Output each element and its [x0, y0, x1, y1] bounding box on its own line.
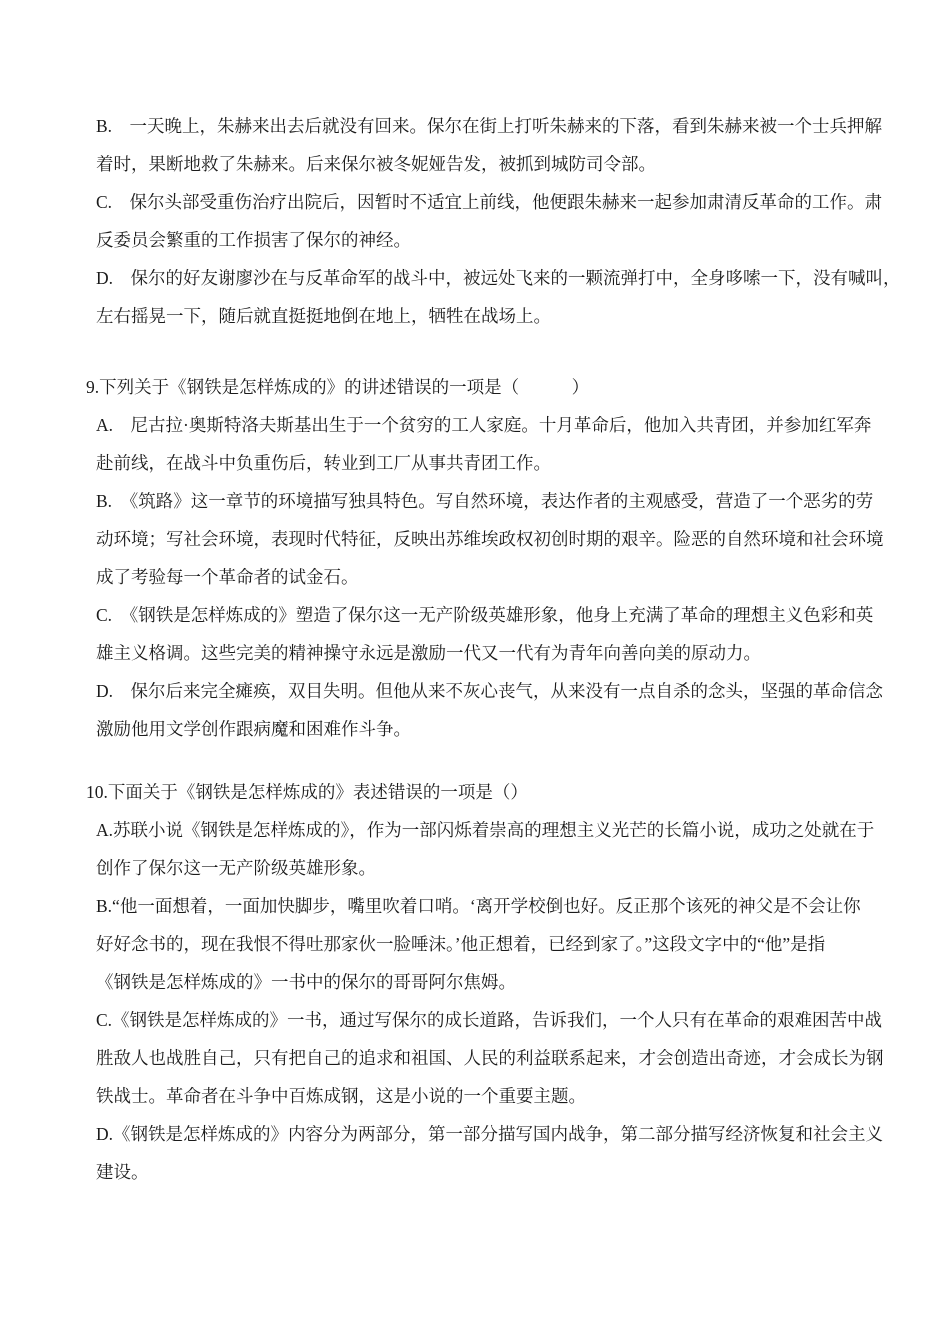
question-8-options-block [86, 107, 901, 335]
option-text-line: B.“他一面想着，一面加快脚步，嘴里吹着口哨。‘离开学校倒也好。反正那个该死的神父是不会让你 [96, 896, 861, 916]
option-text-line: D.《钢铁是怎样炼成的》内容分为两部分，第一部分描写国内战争，第二部分描写经济恢复和社会主义 [96, 1124, 884, 1144]
question-10-block [86, 773, 884, 1191]
question-9-block [86, 368, 884, 748]
question-text-line: 9.下列关于《钢铁是怎样炼成的》的讲述错误的一项是（ ） [86, 377, 590, 397]
option-text-line: 铁战士。革命者在斗争中百炼成钢，这是小说的一个重要主题。 [96, 1086, 586, 1106]
option-text-line: D. 保尔后来完全瘫痪，双目失明。但他从来不灰心丧气，从来没有一点自杀的念头，坚强的革命信念 [96, 681, 884, 701]
option-text-line: 雄主义格调。这些完美的精神操守永远是激励一代又一代有为青年向善向美的原动力。 [96, 643, 761, 663]
option-text-line: 建设。 [96, 1162, 149, 1182]
option-text-line: A.苏联小说《钢铁是怎样炼成的》，作为一部闪烁着崇高的理想主义光芒的长篇小说，成功之处就在于 [96, 820, 875, 840]
option-text-line: A. 尼古拉·奥斯特洛夫斯基出生于一个贫穷的工人家庭。十月革命后，他加入共青团，并参加红军奔 [96, 415, 872, 435]
option-text-line: D. 保尔的好友谢廖沙在与反革命军的战斗中，被远处飞来的一颗流弹打中，全身哆嗦一下，没有喊叫， [96, 268, 901, 288]
option-text-line: 《钢铁是怎样炼成的》一书中的保尔的哥哥阿尔焦姆。 [96, 972, 516, 992]
option-text-line: C.《钢铁是怎样炼成的》一书，通过写保尔的成长道路，告诉我们，一个人只有在革命的艰难困苦中战 [96, 1010, 883, 1030]
option-text-line: B. 《筑路》这一章节的环境描写独具特色。写自然环境，表达作者的主观感受，营造了一个恶劣的劳 [96, 491, 874, 511]
option-text-line: 着时，果断地救了朱赫来。后来保尔被冬妮娅告发，被抓到城防司令部。 [96, 154, 656, 174]
option-text-line: B. 一天晚上，朱赫来出去后就没有回来。保尔在街上打听朱赫来的下落，看到朱赫来被一个士兵押解 [96, 116, 883, 136]
question-text-line: 10.下面关于《钢铁是怎样炼成的》表述错误的一项是（） [86, 782, 528, 802]
option-text-line: 激励他用文学创作跟病魔和困难作斗争。 [96, 719, 411, 739]
option-text-line: 动环境；写社会环境，表现时代特征，反映出苏维埃政权初创时期的艰辛。险恶的自然环境和社会环境 [96, 529, 884, 549]
option-text-line: 赴前线，在战斗中负重伤后，转业到工厂从事共青团工作。 [96, 453, 551, 473]
option-text-line: 左右摇晃一下，随后就直挺挺地倒在地上，牺牲在战场上。 [96, 306, 551, 326]
option-text-line: 胜敌人也战胜自己，只有把自己的追求和祖国、人民的利益联系起来，才会创造出奇迹，才会成长为钢 [96, 1048, 884, 1068]
option-text-line: 创作了保尔这一无产阶级英雄形象。 [96, 858, 376, 878]
option-text-line: 成了考验每一个革命者的试金石。 [96, 567, 359, 587]
option-text-line: 反委员会繁重的工作损害了保尔的神经。 [96, 230, 411, 250]
option-text-line: C. 《钢铁是怎样炼成的》塑造了保尔这一无产阶级英雄形象，他身上充满了革命的理想主义色彩和英 [96, 605, 874, 625]
option-text-line: C. 保尔头部受重伤治疗出院后，因暂时不适宜上前线，他便跟朱赫来一起参加肃清反革命的工作。肃 [96, 192, 883, 212]
option-text-line: 好好念书的，现在我恨不得吐那家伙一脸唾沫。’他正想着，已经到家了。”这段文字中的“他”是指 [96, 934, 826, 954]
